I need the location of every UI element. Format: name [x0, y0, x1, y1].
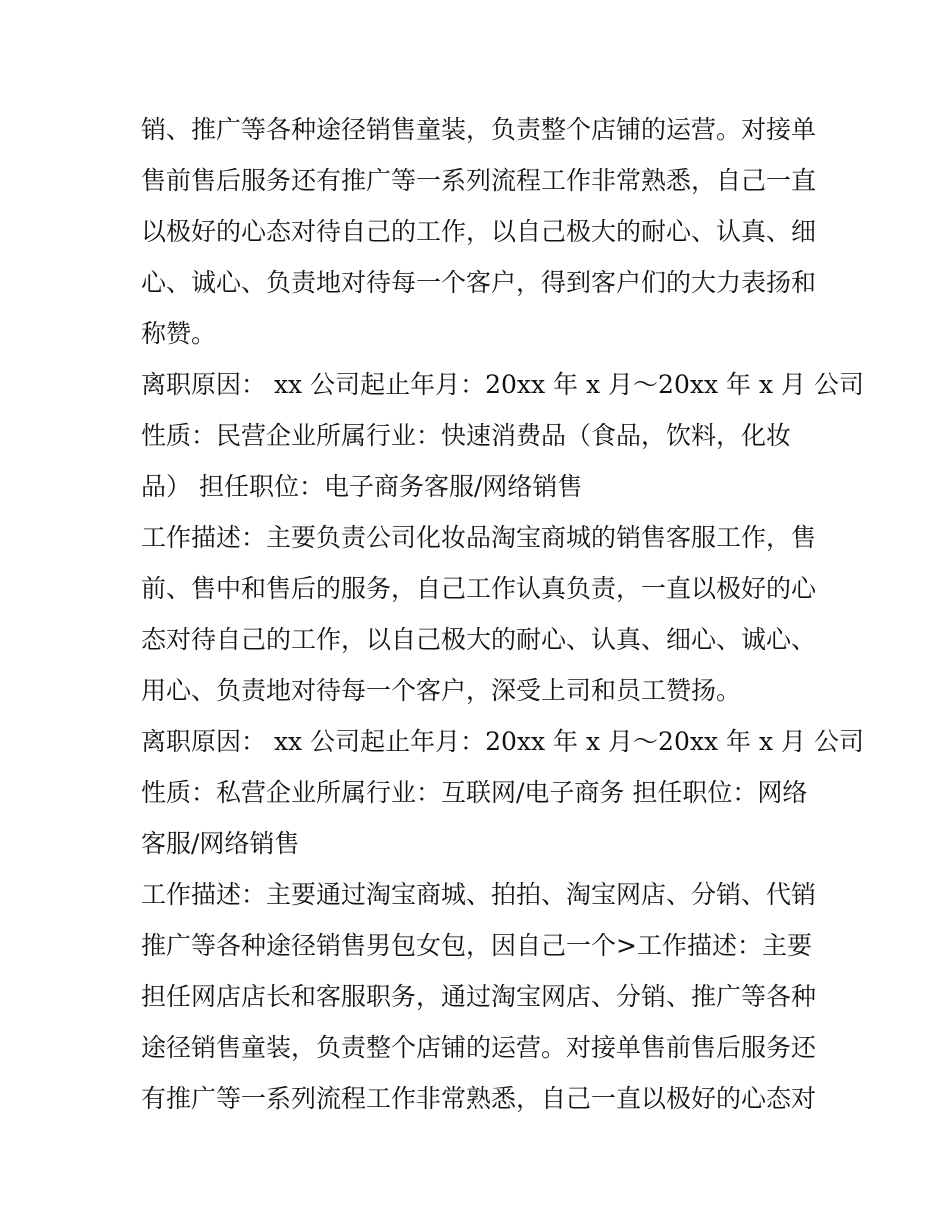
text-line: 品） 担任职位：电子商务客服/网络销售 — [141, 472, 583, 501]
text-line: 销、推广等各种途径销售童装，负责整个店铺的运营。对接单 — [141, 115, 817, 144]
text-line: 客服/网络销售 — [141, 829, 300, 858]
text-line: 称赞。 — [141, 319, 217, 348]
text-line: 心、诚心、负责地对待每一个客户，得到客户们的大力表扬和 — [141, 268, 817, 297]
text-line: 离职原因： xx 公司起止年月：20xx 年 x 月～20xx 年 x 月 公司 — [141, 370, 864, 399]
text-line: 推广等各种途径销售男包女包，因自己一个>工作描述：主要 — [141, 931, 812, 960]
text-line: 有推广等一系列流程工作非常熟悉，自己一直以极好的心态对 — [141, 1084, 817, 1113]
text-line: 性质：私营企业所属行业：互联网/电子商务 担任职位：网络 — [141, 778, 808, 807]
text-line: 用心、负责地对待每一个客户，深受上司和员工赞扬。 — [141, 676, 742, 705]
text-line: 工作描述：主要负责公司化妆品淘宝商城的销售客服工作，售 — [141, 523, 817, 552]
text-line: 工作描述：主要通过淘宝商城、拍拍、淘宝网店、分销、代销 — [141, 880, 817, 909]
text-line: 以极好的心态对待自己的工作，以自己极大的耐心、认真、细 — [141, 217, 817, 246]
text-line: 担任网店店长和客服职务，通过淘宝网店、分销、推广等各种 — [141, 982, 817, 1011]
text-line: 前、售中和售后的服务，自己工作认真负责，一直以极好的心 — [141, 574, 817, 603]
text-line: 性质：民营企业所属行业：快速消费品（食品，饮料，化妆 — [141, 421, 792, 450]
document-body — [141, 104, 864, 1124]
text-line: 态对待自己的工作，以自己极大的耐心、认真、细心、诚心、 — [141, 625, 817, 654]
text-line: 售前售后服务还有推广等一系列流程工作非常熟悉，自己一直 — [141, 166, 817, 195]
text-line: 离职原因： xx 公司起止年月：20xx 年 x 月～20xx 年 x 月 公司 — [141, 727, 864, 756]
text-line: 途径销售童装，负责整个店铺的运营。对接单售前售后服务还 — [141, 1033, 817, 1062]
